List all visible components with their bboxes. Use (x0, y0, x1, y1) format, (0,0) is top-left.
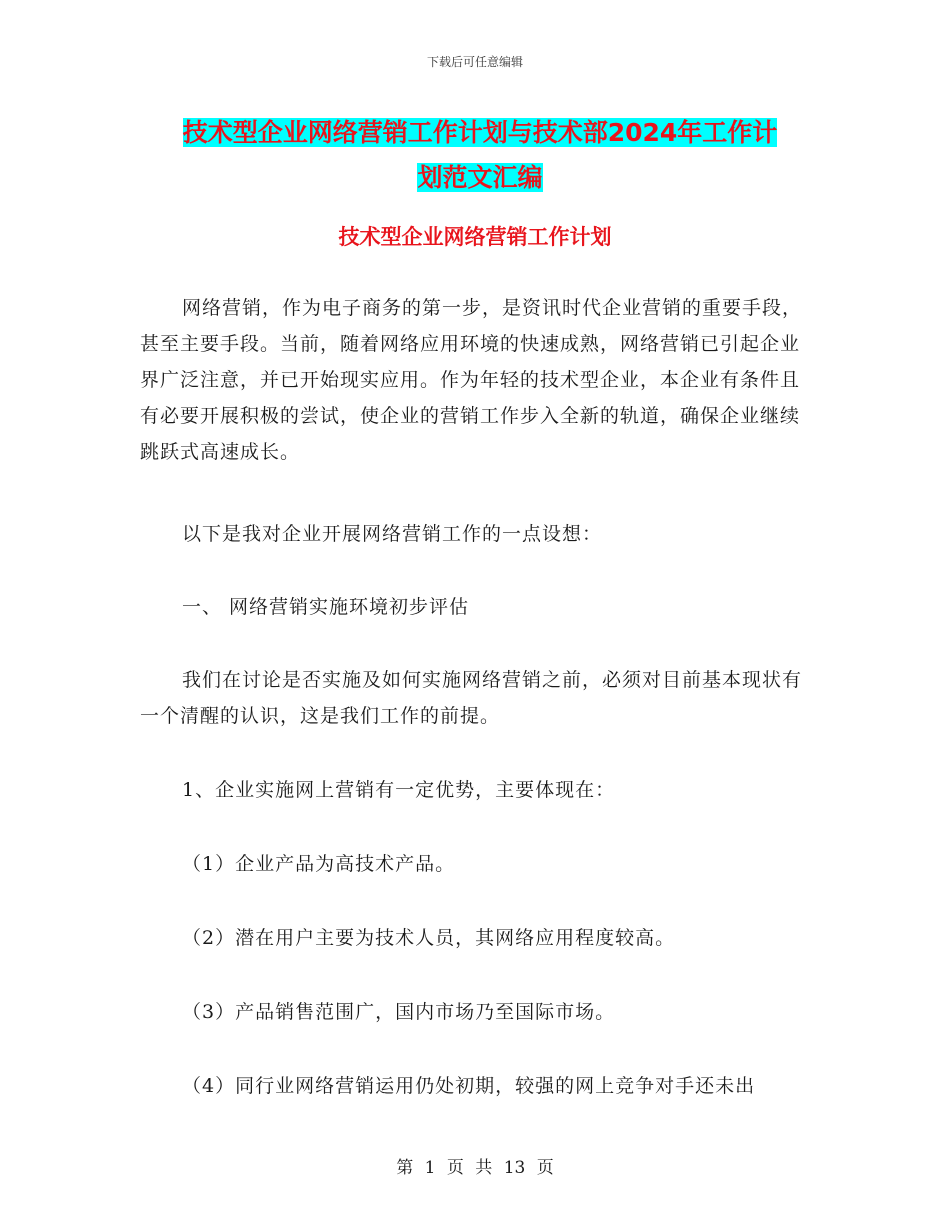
paragraph-lead-in: 以下是我对企业开展网络营销工作的一点设想： (182, 523, 603, 545)
section-title: 技术型企业网络营销工作计划 (338, 225, 612, 249)
page-footer: 第 1 页 共 13 页 (396, 1158, 554, 1178)
header-note: 下载后可任意编辑 (426, 55, 523, 69)
list-item-3: （3）产品销售范围广，国内市场乃至国际市场。 (182, 1001, 616, 1023)
title-line-2: 划范文汇编 (417, 163, 543, 192)
list-item-1: （1）企业产品为高技术产品。 (182, 853, 456, 875)
list-item-4: （4）同行业网络营销运用仍处初期，较强的网上竞争对手还未出 (182, 1075, 756, 1097)
document-title (140, 110, 820, 200)
paragraph-premise: 我们在讨论是否实施及如何实施网络营销之前，必须对目前基本现状有一个清醒的认识，这是我们工作的前提。 (140, 669, 803, 727)
title-line-1: 技术型企业网络营销工作计划与技术部2024年工作计 (182, 118, 778, 147)
heading-section-one: 一、 网络营销实施环境初步评估 (182, 596, 470, 618)
paragraph-intro: 网络营销，作为电子商务的第一步，是资讯时代企业营销的重要手段，甚至主要手段。当前，随着网络应用环境的快速成熟，网络营销已引起企业界广泛注意，并已开始现实应用。作为年轻的技术型企业，本企业有条件且有必要开展积极的尝试，使企业的营销工作步入全新的轨道，确保企业继续跳跃式高速成长。 (140, 297, 803, 463)
list-heading-advantages: 1、企业实施网上营销有一定优势，主要体现在： (182, 779, 616, 801)
list-item-2: （2）潜在用户主要为技术人员，其网络应用程度较高。 (182, 927, 676, 949)
